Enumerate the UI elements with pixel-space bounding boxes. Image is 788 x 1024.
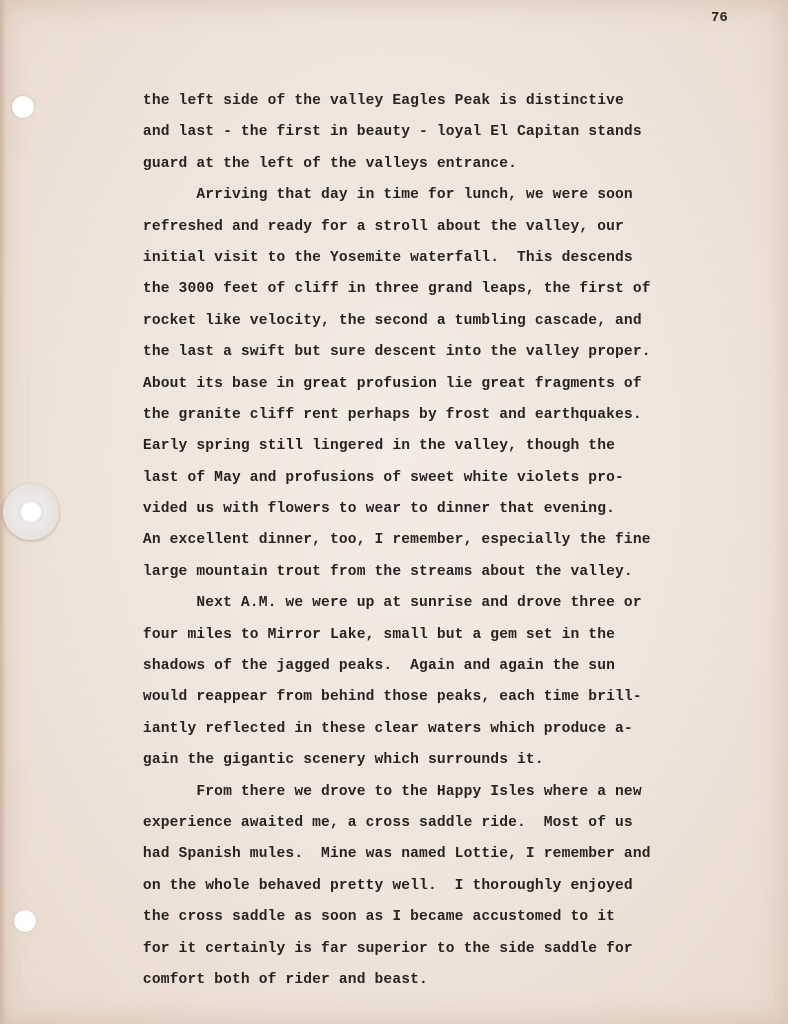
binder-hole-reinforcer bbox=[3, 484, 59, 540]
binder-hole-top bbox=[12, 96, 34, 118]
text-line: comfort both of rider and beast. bbox=[134, 971, 428, 988]
text-line: About its base in great profusion lie great fragments of bbox=[134, 375, 642, 392]
binder-hole-middle bbox=[19, 500, 43, 524]
text-line: four miles to Mirror Lake, small but a gem set in the bbox=[134, 626, 616, 643]
text-line: Early spring still lingered in the valley, though the bbox=[134, 438, 616, 455]
text-line: would reappear from behind those peaks, each time brill- bbox=[134, 689, 642, 706]
text-line: shadows of the jagged peaks. Again and again the sun bbox=[134, 658, 616, 675]
text-line: An excellent dinner, too, I remember, especially the fine bbox=[134, 532, 651, 549]
binder-hole-bottom bbox=[14, 910, 36, 932]
text-line: rocket like velocity, the second a tumbling cascade, and bbox=[134, 312, 642, 329]
body-text bbox=[134, 86, 754, 996]
text-line: had Spanish mules. Mine was named Lottie, I remember and bbox=[134, 846, 651, 863]
text-line: and last - the first in beauty - loyal El Capitan stands bbox=[134, 124, 642, 141]
text-line: From there we drove to the Happy Isles where a new bbox=[134, 783, 642, 800]
text-line: refreshed and ready for a stroll about the valley, our bbox=[134, 218, 624, 235]
text-line: large mountain trout from the streams about the valley. bbox=[134, 563, 633, 580]
text-line: initial visit to the Yosemite waterfall. This descends bbox=[134, 249, 633, 266]
text-line: experience awaited me, a cross saddle ride. Most of us bbox=[134, 814, 633, 831]
text-line: the last a swift but sure descent into the valley proper. bbox=[134, 344, 651, 361]
text-line: the granite cliff rent perhaps by frost and earthquakes. bbox=[134, 406, 642, 423]
text-line: for it certainly is far superior to the side saddle for bbox=[134, 940, 633, 957]
text-line: the 3000 feet of cliff in three grand leaps, the first of bbox=[134, 281, 651, 298]
text-line: Arriving that day in time for lunch, we were soon bbox=[134, 187, 633, 204]
text-line: guard at the left of the valleys entrance. bbox=[134, 155, 518, 172]
text-line: gain the gigantic scenery which surrounds it. bbox=[134, 752, 544, 769]
page-number: 76 bbox=[711, 10, 728, 26]
text-line: vided us with flowers to wear to dinner that evening. bbox=[134, 501, 616, 518]
text-line: last of May and profusions of sweet white violets pro- bbox=[134, 469, 624, 486]
text-line: Next A.M. we were up at sunrise and drove three or bbox=[134, 595, 642, 612]
text-line: the cross saddle as soon as I became accustomed to it bbox=[134, 909, 616, 926]
text-line: iantly reflected in these clear waters which produce a- bbox=[134, 720, 633, 737]
text-line: on the whole behaved pretty well. I thoroughly enjoyed bbox=[134, 877, 633, 894]
text-line: the left side of the valley Eagles Peak is distinctive bbox=[134, 93, 624, 109]
